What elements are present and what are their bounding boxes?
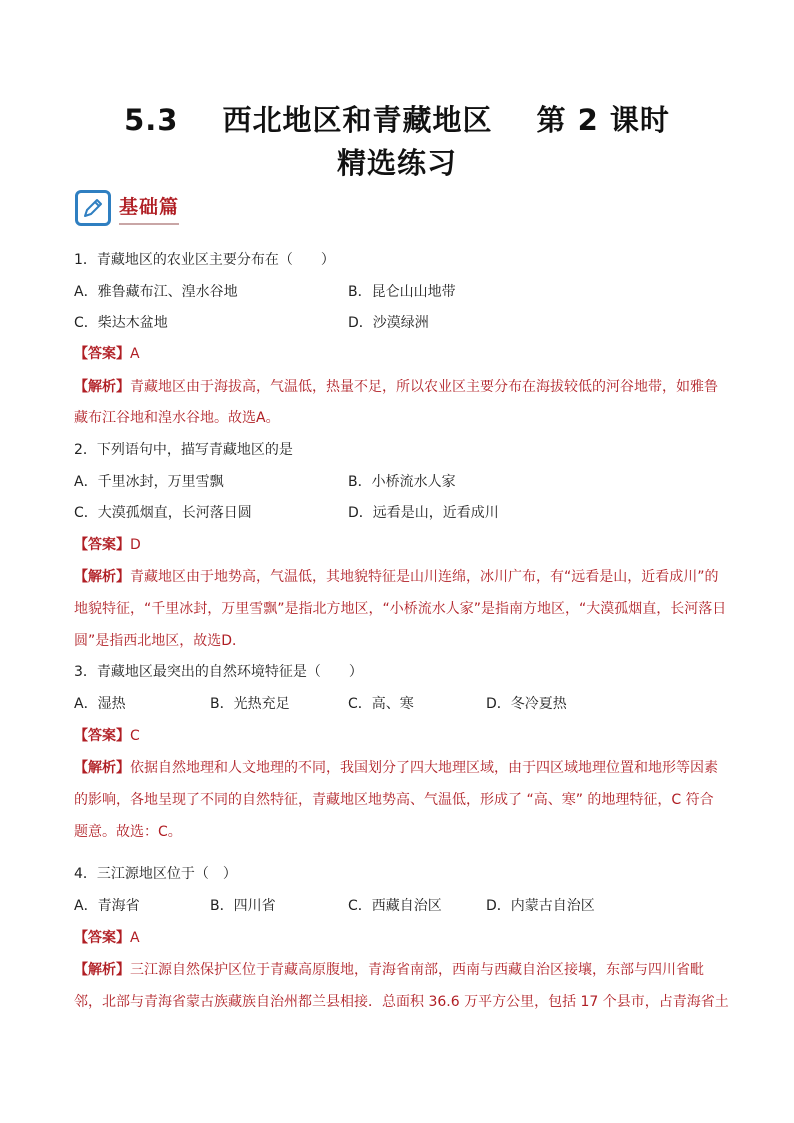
question-3-analysis-line-2: 的影响，各地呈现了不同的自然特征，青藏地区地势高、气温低，形成了 “高、寒” 的地理特征，C 符合: [74, 792, 714, 808]
question-1-text: 1．青藏地区的农业区主要分布在（ ）: [74, 252, 335, 268]
title-main: 西北地区和青藏地区: [222, 103, 493, 137]
analysis-label: 【解析】: [74, 569, 130, 585]
question-3-option-a: A．湿热: [74, 696, 126, 712]
question-2-analysis-line-3: 圆”是指西北地区，故选D．: [74, 633, 247, 649]
question-2-option-d: D．远看是山，近看成川: [348, 505, 499, 521]
question-1-option-c: C．柴达木盆地: [74, 315, 168, 331]
question-3-answer: [74, 727, 140, 745]
answer-label: 【答案】: [74, 930, 130, 946]
analysis-text: 三江源自然保护区位于青藏高原腹地，青海省南部，西南与西藏自治区接壤，东部与四川省毗: [130, 962, 704, 978]
question-3-analysis-line-1: [74, 759, 722, 777]
answer-label: 【答案】: [74, 537, 130, 553]
question-4-analysis-line-2: 邻，北部与青海省蒙古族藏族自治州都兰县相接．总面积 36.6 万平方公里，包括 17 个县市，占青海省土: [74, 994, 729, 1010]
question-2-text: 2．下列语句中，描写青藏地区的是: [74, 442, 293, 458]
page-subtitle: 精选练习: [336, 146, 457, 180]
answer-value: D: [130, 537, 141, 553]
analysis-label: 【解析】: [74, 962, 130, 978]
question-3-analysis-line-3: 题意。故选：C。: [74, 824, 182, 840]
question-2-answer: [74, 536, 141, 554]
question-4-option-c: C．西藏自治区: [348, 898, 442, 914]
question-1-answer: [74, 345, 140, 363]
question-4-answer: [74, 929, 140, 947]
section-heading: [75, 186, 179, 230]
question-4-option-b: B．四川省: [210, 898, 276, 914]
question-2-analysis-line-2: 地貌特征，“千里冰封，万里雪飘”是指北方地区，“小桥流水人家”是指南方地区，“大漠孤烟直，长河落日: [74, 601, 727, 617]
question-3-text: 3．青藏地区最突出的自然环境特征是（ ）: [74, 664, 363, 680]
analysis-label: 【解析】: [74, 760, 130, 776]
title-number: 5.3: [124, 103, 179, 137]
question-1-option-b: B．昆仑山山地带: [348, 284, 456, 300]
question-1-analysis-line-2: 藏布江谷地和湟水谷地。故选A。: [74, 410, 280, 426]
question-4-option-d: D．内蒙古自治区: [486, 898, 595, 914]
question-2-analysis-line-1: [74, 568, 722, 586]
answer-label: 【答案】: [74, 728, 130, 744]
title-lesson: 第 2 课时: [536, 103, 670, 137]
question-4-option-a: A．青海省: [74, 898, 140, 914]
answer-value: A: [130, 930, 140, 946]
analysis-text: 青藏地区由于地势高，气温低，其地貌特征是山川连绵，冰川广布，有“远看是山，近看成川”的: [130, 569, 719, 585]
section-label: 基础篇: [119, 192, 179, 225]
question-4-text: 4．三江源地区位于（ ）: [74, 866, 237, 882]
question-1-analysis-line-1: [74, 378, 722, 396]
question-3-option-c: C．高、寒: [348, 696, 414, 712]
analysis-text: 依据自然地理和人文地理的不同，我国划分了四大地理区域，由于四区域地理位置和地形等因素: [130, 760, 718, 776]
page-title: [0, 98, 794, 139]
question-3-option-d: D．冬冷夏热: [486, 696, 567, 712]
pencil-edit-icon: [75, 190, 111, 226]
analysis-label: 【解析】: [74, 379, 130, 395]
question-2-option-c: C．大漠孤烟直，长河落日圆: [74, 505, 252, 521]
answer-value: C: [130, 728, 140, 744]
question-3-option-b: B．光热充足: [210, 696, 290, 712]
question-1-option-d: D．沙漠绿洲: [348, 315, 429, 331]
question-2-option-a: A．千里冰封，万里雪飘: [74, 474, 224, 490]
answer-value: A: [130, 346, 140, 362]
question-4-analysis-line-1: [74, 961, 722, 979]
question-2-option-b: B．小桥流水人家: [348, 474, 456, 490]
answer-label: 【答案】: [74, 346, 130, 362]
analysis-text: 青藏地区由于海拔高，气温低，热量不足，所以农业区主要分布在海拔较低的河谷地带，如雅鲁: [130, 379, 718, 395]
question-1-option-a: A．雅鲁藏布江、湟水谷地: [74, 284, 238, 300]
